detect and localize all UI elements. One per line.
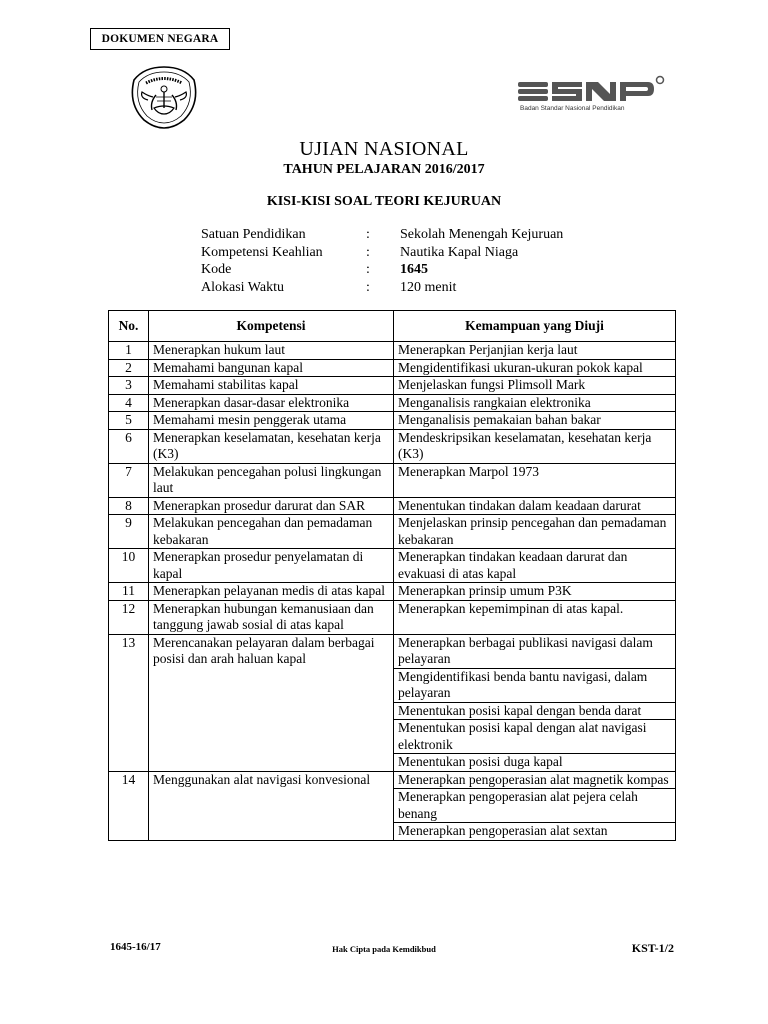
kompetensi-cell: Melakukan pencegahan dan pemadaman kebakaran: [149, 515, 394, 549]
kompetensi-cell: Menerapkan dasar-dasar elektronika: [149, 394, 394, 412]
kemampuan-cell: Menerapkan prinsip umum P3K: [394, 583, 676, 601]
kemampuan-cell: Menerapkan pengoperasian alat pejera celah benang: [394, 789, 676, 823]
kemampuan-cell: Menerapkan pengoperasian alat sextan: [394, 823, 676, 841]
kompetensi-cell: Merencanakan pelayaran dalam berbagai posisi dan arah haluan kapal: [149, 634, 394, 771]
table-row: [109, 634, 676, 668]
row-number: 1: [109, 342, 149, 360]
row-number: 3: [109, 377, 149, 395]
info-colon: :: [366, 262, 370, 277]
table-row: [109, 359, 676, 377]
kompetensi-cell: Melakukan pencegahan polusi lingkungan laut: [149, 463, 394, 497]
info-row-kompetensi: [201, 244, 640, 262]
kemampuan-cell: Menganalisis rangkaian elektronika: [394, 394, 676, 412]
kemampuan-cell: Menentukan tindakan dalam keadaan darurat: [394, 497, 676, 515]
kemampuan-cell: Mendeskripsikan keselamatan, kesehatan kerja (K3): [394, 429, 676, 463]
kemampuan-cell: Menentukan posisi duga kapal: [394, 754, 676, 772]
info-colon: :: [366, 227, 370, 242]
info-value: 120 menit: [400, 279, 457, 295]
table-row: [109, 463, 676, 497]
kompetensi-cell: Menerapkan hukum laut: [149, 342, 394, 360]
table-row: [109, 549, 676, 583]
kemampuan-cell: Menganalisis pemakaian bahan bakar: [394, 412, 676, 430]
kemampuan-cell: Menerapkan berbagai publikasi navigasi dalam pelayaran: [394, 634, 676, 668]
info-colon: :: [366, 244, 370, 260]
table-header-row: [109, 311, 676, 342]
info-row-satuan: [201, 226, 640, 244]
kompetensi-cell: Menerapkan pelayanan medis di atas kapal: [149, 583, 394, 601]
kompetensi-cell: Memahami stabilitas kapal: [149, 377, 394, 395]
table-row: [109, 342, 676, 360]
kemampuan-cell: Menentukan posisi kapal dengan benda darat: [394, 702, 676, 720]
table-body: [109, 342, 676, 841]
row-number: 8: [109, 497, 149, 515]
row-number: 12: [109, 600, 149, 634]
info-value: Nautika Kapal Niaga: [400, 244, 519, 260]
table-row: [109, 771, 676, 789]
kemampuan-cell: Menerapkan kepemimpinan di atas kapal.: [394, 600, 676, 634]
table-row: [109, 600, 676, 634]
academic-year: TAHUN PELAJARAN 2016/2017: [283, 162, 485, 177]
document-subject: KISI-KISI SOAL TEORI KEJURUAN: [266, 194, 502, 209]
table-row: [109, 412, 676, 430]
kemampuan-cell: Menerapkan Perjanjian kerja laut: [394, 342, 676, 360]
footer-code: 1645-16/17: [110, 941, 161, 953]
row-number: 9: [109, 515, 149, 549]
row-number: 10: [109, 549, 149, 583]
table-row: [109, 394, 676, 412]
info-colon: :: [366, 279, 370, 295]
kompetensi-cell: Memahami bangunan kapal: [149, 359, 394, 377]
row-number: 11: [109, 583, 149, 601]
info-value: Sekolah Menengah Kejuruan: [400, 227, 564, 242]
column-header-kompetensi: Kompetensi: [149, 311, 394, 342]
info-label: Kode: [201, 262, 232, 277]
kemampuan-cell: Mengidentifikasi benda bantu navigasi, dalam pelayaran: [394, 668, 676, 702]
row-number: 5: [109, 412, 149, 430]
bsnp-logo: [512, 72, 672, 118]
table-row: [109, 583, 676, 601]
row-number: 13: [109, 634, 149, 771]
kompetensi-cell: Menerapkan hubungan kemanusiaan dan tanggung jawab sosial di atas kapal: [149, 600, 394, 634]
bsnp-caption: Badan Standar Nasional Pendidikan: [520, 105, 625, 112]
kompetensi-cell: Menggunakan alat navigasi konvesional: [149, 771, 394, 840]
kemampuan-cell: Mengidentifikasi ukuran-ukuran pokok kapal: [394, 359, 676, 377]
info-row-alokasi: [201, 279, 640, 297]
kompetensi-cell: Menerapkan prosedur penyelamatan di kapal: [149, 549, 394, 583]
column-header-no: No.: [109, 311, 149, 342]
page-title: UJIAN NASIONAL: [299, 138, 469, 160]
kemampuan-cell: Menjelaskan fungsi Plimsoll Mark: [394, 377, 676, 395]
kisi-kisi-table: [108, 310, 676, 841]
footer-copyright: Hak Cipta pada Kemdikbud: [332, 944, 436, 954]
table-row: [109, 497, 676, 515]
row-number: 7: [109, 463, 149, 497]
kemampuan-cell: Menerapkan pengoperasian alat magnetik kompas: [394, 771, 676, 789]
info-row-kode: [201, 261, 640, 279]
footer-page: KST-1/2: [631, 941, 674, 955]
kompetensi-cell: Memahami mesin penggerak utama: [149, 412, 394, 430]
tut-wuri-handayani-logo: [126, 64, 202, 130]
row-number: 4: [109, 394, 149, 412]
kemampuan-cell: Menjelaskan prinsip pencegahan dan pemadaman kebakaran: [394, 515, 676, 549]
info-label: Alokasi Waktu: [201, 279, 284, 295]
row-number: 6: [109, 429, 149, 463]
kompetensi-cell: Menerapkan prosedur darurat dan SAR: [149, 497, 394, 515]
table-row: [109, 377, 676, 395]
info-value: 1645: [400, 262, 428, 277]
info-label: Satuan Pendidikan: [201, 227, 306, 242]
exam-info: [201, 226, 640, 296]
row-number: 2: [109, 359, 149, 377]
table-row: [109, 515, 676, 549]
column-header-kemampuan: Kemampuan yang Diuji: [394, 311, 676, 342]
kompetensi-cell: Menerapkan keselamatan, kesehatan kerja (K3): [149, 429, 394, 463]
document-stamp: DOKUMEN NEGARA: [90, 28, 230, 50]
row-number: 14: [109, 771, 149, 840]
kemampuan-cell: Menerapkan Marpol 1973: [394, 463, 676, 497]
kemampuan-cell: Menentukan posisi kapal dengan alat navigasi elektronik: [394, 720, 676, 754]
kemampuan-cell: Menerapkan tindakan keadaan darurat dan evakuasi di atas kapal: [394, 549, 676, 583]
info-label: Kompetensi Keahlian: [201, 244, 323, 260]
table-row: [109, 429, 676, 463]
